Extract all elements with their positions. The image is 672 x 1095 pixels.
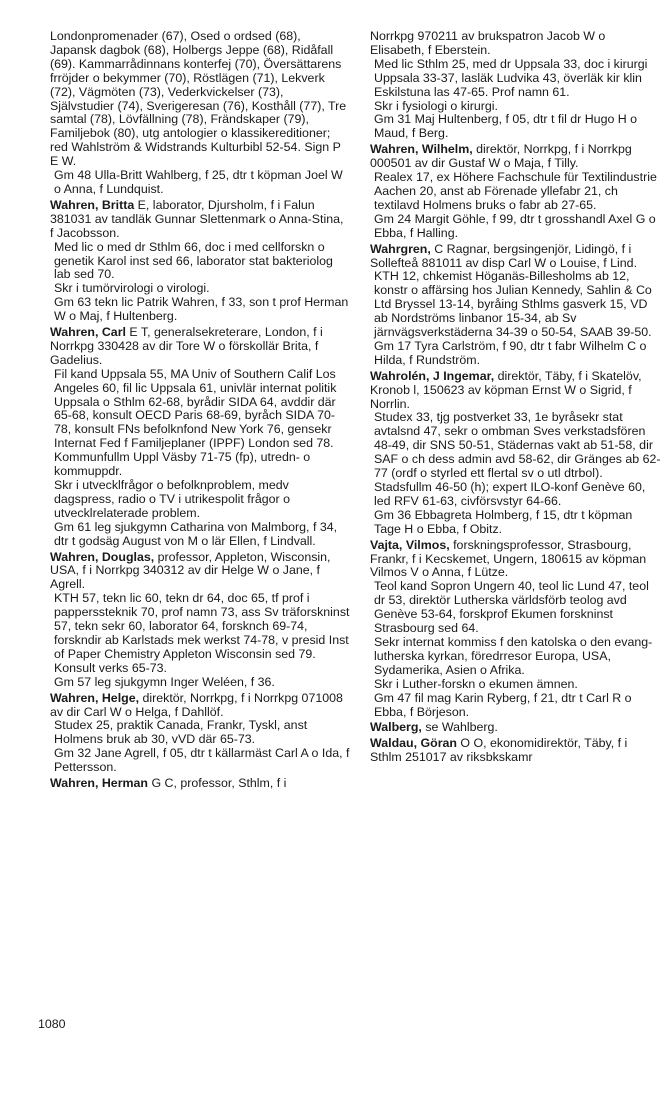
entry-headword: Vajta, Vilmos, xyxy=(370,537,450,552)
entry-text: Sekr internat kommiss f den katolska o den evang-lutherska kyrkan, föredrresor Europa, USA, Sydamerika, Asien o Afrika. xyxy=(374,634,653,677)
entry-first-line xyxy=(370,370,662,412)
entry-paragraph xyxy=(50,282,350,296)
entry-headword: Wahren, Douglas, xyxy=(50,549,155,564)
entry-paragraph xyxy=(50,368,350,451)
entry-paragraph xyxy=(50,676,350,690)
entry-text: Skr i fysiologi o kirurgi. xyxy=(374,98,498,113)
entry-text: direktör, Norrkpg, f i Norrkpg 000501 av dir Gustaf W o Maja, f Tilly. xyxy=(370,142,632,171)
entry-headword: Walberg, xyxy=(370,720,422,735)
entry-text: C Ragnar, bergsingenjör, Lidingö, f i Sollefteå 881011 av disp Carl W o Louise, f Lind. xyxy=(370,241,638,270)
entry-text: Gm 47 fil mag Karin Ryberg, f 21, dtr t Carl R o Ebba, f Börjeson. xyxy=(374,690,632,719)
entry-paragraph xyxy=(370,692,662,720)
entry-first-line xyxy=(370,539,662,581)
entry-text: Gm 32 Jane Agrell, f 05, dtr t källarmäst Carl A o Ida, f Pettersson. xyxy=(54,746,350,775)
entry-first-line xyxy=(370,30,662,58)
entry-paragraph xyxy=(50,479,350,521)
entry-paragraph xyxy=(370,340,662,368)
entry-first-line xyxy=(50,326,350,368)
entry-paragraph xyxy=(370,113,662,141)
entry-text: Gm 48 Ulla-Britt Wahlberg, f 25, dtr t köpman Joel W o Anna, f Lundquist. xyxy=(54,168,343,196)
entry xyxy=(50,326,350,549)
entry-text: KTH 12, chkemist Höganäs-Billesholms ab 12, konstr o affärsing hos Julian Kennedy, Sahlin & Co Ltd Bryssel 13-14, byråing Sthlms gasverk 15, VD ab Nordströms linbanor 15-34, ab Sv järnvägsverkstäderna 34-39 o 50-54, SAAB 39-50. xyxy=(374,269,652,340)
entry-paragraph xyxy=(50,719,350,747)
entry-paragraph xyxy=(50,241,350,283)
entry-first-line xyxy=(370,243,662,271)
entry-headword: Wahrgren, xyxy=(370,241,431,256)
entry-text: Norrkpg 970211 av brukspatron Jacob W o Elisabeth, f Eberstein. xyxy=(370,29,606,57)
entry-text: Gm 57 leg sjukgymn Inger Weléen, f 36. xyxy=(54,674,275,689)
entry xyxy=(370,370,662,537)
entry-paragraph xyxy=(50,169,350,197)
entry xyxy=(50,692,350,775)
entry-text: Stadsfullm 46-50 (h); expert ILO-konf Genève 60, led RFV 61-63, civförsvstyr 64-66. xyxy=(374,480,646,508)
left-column xyxy=(50,30,350,793)
entry-headword: Wahren, Herman xyxy=(50,776,148,791)
entry-text: Gm 17 Tyra Carlström, f 90, dtr t fabr Wilhelm C o Hilda, f Rundström. xyxy=(374,338,647,367)
entry xyxy=(370,243,662,368)
entry-text: Med lic o med dr Sthlm 66, doc i med cellforskn o genetik Karol inst sed 66, laborator stat bakteriolog lab sed 70. xyxy=(54,239,333,282)
entry-first-line xyxy=(50,551,350,593)
entry-paragraph xyxy=(370,270,662,340)
entry-text: direktör, Täby, f i Skatelöv, Kronob l, 150623 av köpman Ernst W o Sigrid, f Norrlin. xyxy=(370,368,642,411)
entry-headword: Wahrolén, J Ingemar, xyxy=(370,368,495,383)
entry-first-line xyxy=(370,721,662,735)
entry-text: Skr i utvecklfrågor o befolknproblem, medv dagspress, radio o TV i utrikespolit frågor o utvecklrelaterade problem. xyxy=(54,478,290,520)
entry-text: E T, generalsekreterare, London, f i Norrkpg 330428 av dir Tore W o förskollär Brita, f Gadelius. xyxy=(50,325,323,367)
entry-paragraph xyxy=(50,451,350,479)
entry-text: Kommunfullm Uppl Väsby 71-75 (fp), utredn- o kommuppdr. xyxy=(54,450,311,479)
entry-paragraph xyxy=(370,481,662,509)
entry-first-line xyxy=(50,199,350,241)
entry-paragraph xyxy=(50,747,350,775)
entry-text: Realex 17, ex Höhere Fachschule für Textilindustrie Aachen 20, anst ab Förenade yllefabr 21, ch textilavd Holmens bruks o fabr ab 27-65. xyxy=(374,170,657,212)
entry-text: Gm 31 Maj Hultenberg, f 05, dtr t fil dr Hugo H o Maud, f Berg. xyxy=(374,112,638,141)
entry-text: Skr i tumörvirologi o virologi. xyxy=(54,281,210,296)
entry-paragraph xyxy=(370,580,662,636)
entry-text: forskningsprofessor, Strasbourg, Frankr, f i Kecskemet, Ungern, 180615 av köpman Vilmos V o Anna, f Lütze. xyxy=(370,537,647,580)
entry-text: Skr i Luther-forskn o ekumen ämnen. xyxy=(374,676,578,691)
entry-first-line xyxy=(50,692,350,720)
entry-headword: Wahren, Carl xyxy=(50,325,126,340)
entry-paragraph xyxy=(370,678,662,692)
entry-paragraph xyxy=(370,100,662,114)
entry-first-line xyxy=(370,143,662,171)
entry-first-line xyxy=(370,737,662,765)
entry-paragraph xyxy=(370,509,662,537)
entry xyxy=(370,30,662,141)
right-column xyxy=(370,30,662,767)
entry-headword: Waldau, Göran xyxy=(370,736,457,751)
entry-text: Gm 61 leg sjukgymn Catharina von Malmborg, f 34, dtr t godsäg August von M o lär Ellen, f Lindvall. xyxy=(54,519,338,548)
entry xyxy=(50,199,350,324)
entry xyxy=(50,777,350,791)
entry-text: Studex 25, praktik Canada, Frankr, Tyskl, anst Holmens bruk ab 30, vVD där 65-73. xyxy=(54,718,308,747)
entry-paragraph xyxy=(50,662,350,676)
entry-text: Fil kand Uppsala 55, MA Univ of Southern Calif Los Angeles 60, fil lic Uppsala 61, univlär internat politik Uppsala o Sthlm 62-68, byrådir SIDA 64, avddir där 65-68, konsult OECD Paris 68-69, byråch SIDA 70-78, konsult FNs befolknfond New York 76, gensekr Internat Fed f Familjeplaner (IPPF) London sed 78. xyxy=(54,366,337,451)
entry xyxy=(50,551,350,690)
entry-text: direktör, Norrkpg, f i Norrkpg 071008 av dir Carl W o Helga, f Dahllöf. xyxy=(50,690,343,719)
entry-headword: Wahren, Britta xyxy=(50,197,135,212)
entry-text: Med lic Sthlm 25, med dr Uppsala 33, doc i kirurgi Uppsala 33-37, lasläk Ludvika 43, överläk kir klin Eskilstuna las 47-65. Prof namn 61. xyxy=(374,56,648,99)
entry-text: Londonpromenader (67), Osed o ordsed (68), Japansk dagbok (68), Holbergs Jeppe (68), Ridåfall (69). Kammarrådinnans konterfej (70), Översättarens frröjder o bekymmer (70), Röstlägen (71), Lekverk (72), Vägmöten (73), Vederkvickelser (73), Självstudier (74), Sverigeresan (76), Kosthåll (77), Tre samtal (78), Lövfällning (78), Frändskaper (79), Familjebok (80), utg antologier o klassikereditioner; red Wahlström & Widstrands Kulturbibl 52-54. Sign P E W. xyxy=(50,29,347,169)
entry-text: KTH 57, tekn lic 60, tekn dr 64, doc 65, tf prof i papperssteknik 70, prof namn 73, ass Sv träforskninst 57, tekn sekr 60, laborator 64, forsknch 69-74, forskndir ab Karlstads mek werkst 74-78, v presid Inst of Paper Chemistry Appleton Wisconsin sed 79. xyxy=(54,591,350,661)
entry-paragraph xyxy=(370,636,662,678)
entry-text: se Wahlberg. xyxy=(421,720,498,735)
entry-text: Konsult verks 65-73. xyxy=(54,660,167,675)
entry xyxy=(50,30,350,197)
entry-paragraph xyxy=(50,296,350,324)
entry-paragraph xyxy=(50,521,350,549)
page-number: 1080 xyxy=(38,1017,66,1031)
entry-text: Gm 63 tekn lic Patrik Wahren, f 33, son t prof Herman W o Maj, f Hultenberg. xyxy=(54,295,349,324)
entry-headword: Wahren, Wilhelm, xyxy=(370,142,473,157)
entry-headword: Wahren, Helge, xyxy=(50,690,140,705)
entry-paragraph xyxy=(370,171,662,213)
entry-paragraph xyxy=(50,592,350,662)
entry-text: G C, professor, Sthlm, f i xyxy=(148,776,287,791)
entry-text: professor, Appleton, Wisconsin, USA, f i Norrkpg 340312 av dir Helge W o Jane, f Agrell. xyxy=(50,549,331,592)
entry-text: Gm 36 Ebbagreta Holmberg, f 15, dtr t köpman Tage H o Ebba, f Obitz. xyxy=(374,507,633,536)
entry-paragraph xyxy=(370,213,662,241)
entry-text: O O, ekonomidirektör, Täby, f i Sthlm 251017 av riksbkskamr xyxy=(370,736,628,765)
entry xyxy=(370,737,662,765)
entry-first-line xyxy=(50,30,350,169)
entry xyxy=(370,539,662,720)
entry xyxy=(370,143,662,240)
entry-text: Gm 24 Margit Göhle, f 99, dtr t grosshandl Axel G o Ebba, f Halling. xyxy=(374,211,656,240)
entry xyxy=(370,721,662,735)
entry-paragraph xyxy=(370,411,662,481)
entry-paragraph xyxy=(370,58,662,100)
entry-first-line xyxy=(50,777,350,791)
entry-text: Studex 33, tjg postverket 33, 1e byråsekr stat avtalsnd 47, sekr o ombman Sves verkstadsfören 48-49, dir SNS 50-51, Städernas vakt ab 51-58, dir SAF o ch dess admin avd 58-62, dir Gränges ab 62-77 (ordf o styrled ett flertal sv o utl dtrbol). xyxy=(374,410,661,481)
entry-text: E, laborator, Djursholm, f i Falun 381031 av tandläk Gunnar Slettenmark o Anna-Stina, f Jacobsson. xyxy=(50,197,344,240)
entry-text: Teol kand Sopron Ungern 40, teol lic Lund 47, teol dr 53, direktör Lutherska världsförb teolog avd Genève 53-64, forskprof Ekumen forskninst Strasbourg sed 64. xyxy=(374,579,649,636)
